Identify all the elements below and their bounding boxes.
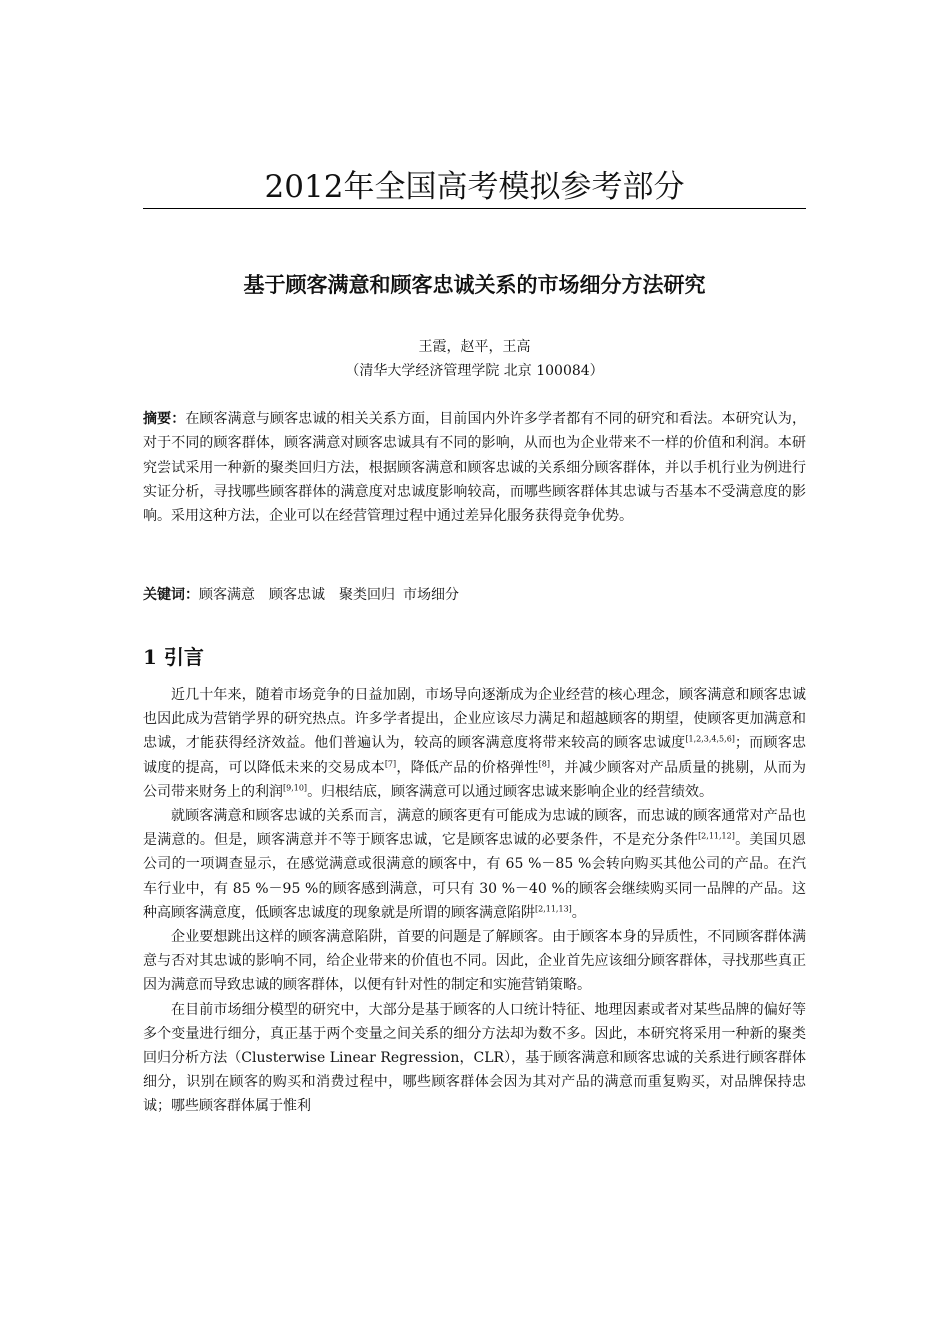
citation: [2,11,12] (698, 831, 735, 841)
keywords-label: 关键词： (143, 587, 199, 603)
keyword: 顾客忠诚 (269, 587, 325, 603)
section-body (143, 683, 806, 1119)
paragraph-text: ，降低产品的价格弹性 (396, 759, 539, 776)
keyword: 顾客满意 (199, 587, 255, 603)
paragraph-text: 。美国贝恩公司的一项调查显示，在感觉满意或很满意的顾客中，有 65 %－85 %会转向购买其他公司的产品。在汽车行业中，有 85 %－95 %的顾客感到满意，可只有 30 %－40 %的顾客会继续购买同一品牌的产品。这种高顾客满意度，低顾客忠诚度的现象就是所谓的顾客满意陷阱 (143, 832, 807, 921)
paragraph-text: ，并减少顾客对产品质量的挑剔，从而为公司带来财务上的利润 (143, 759, 807, 800)
paragraph (143, 804, 806, 925)
paragraph: 在目前市场细分模型的研究中，大部分是基于顾客的人口统计特征、地理因素或者对某些品牌的偏好等多个变量进行细分，真正基于两个变量之间关系的细分方法却为数不多。因此，本研究将采用一种新的聚类回归分析方法（Clusterwise Linear Regression，CLR），基于顾客满意和顾客忠诚的关系进行顾客群体细分，识别在顾客的购买和消费过程中，哪些顾客群体会因为其对产品的满意而重复购买，对品牌保持忠诚；哪些顾客群体属于惟利 (143, 1001, 806, 1115)
paper-title: 基于顾客满意和顾客忠诚关系的市场细分方法研究 (243, 272, 706, 297)
section-heading: 1 引言 (143, 645, 204, 669)
paragraph (143, 683, 806, 804)
abstract-text: 在顾客满意与顾客忠诚的相关关系方面，目前国内外许多学者都有不同的研究和看法。本研究认为，对于不同的顾客群体，顾客满意对顾客忠诚具有不同的影响，从而也为企业带来不一样的价值和利润。本研究尝试采用一种新的聚类回归方法，根据顾客满意和顾客忠诚的关系细分顾客群体，并以手机行业为例进行实证分析，寻找哪些顾客群体的满意度对忠诚度影响较高，而哪些顾客群体其忠诚与否基本不受满意度的影响。采用这种方法，企业可以在经营管理过程中通过差异化服务获得竞争优势。 (143, 411, 806, 525)
citation: [7] (384, 758, 397, 768)
keywords (143, 583, 806, 607)
author-affiliation: （清华大学经济管理学院 北京 100084） (345, 363, 604, 379)
page-header: 2012年全国高考模拟参考部分 (143, 168, 806, 209)
citation: [2,11,13] (535, 904, 572, 914)
paragraph-text: 。归根结底，顾客满意可以通过顾客忠诚来影响企业的经营绩效。 (307, 783, 714, 800)
citation: [8] (538, 758, 550, 768)
paragraph-text: 近几十年来，随着市场竞争的日益加剧，市场导向逐渐成为企业经营的核心理念，顾客满意和顾客忠诚也因此成为营销学界的研究热点。许多学者提出，企业应该尽力满足和超越顾客的期望，使顾客更加满意和忠诚，才能获得经济效益。他们普遍认为，较高的顾客满意度将带来较高的顾客忠诚度 (143, 687, 806, 752)
citation: [9,10] (283, 783, 308, 793)
paragraph-text: 就顾客满意和顾客忠诚的关系而言，满意的顾客更有可能成为忠诚的顾客，而忠诚的顾客通常对产品也是满意的。但是，顾客满意并不等于顾客忠诚，它是顾客忠诚的必要条件，不是充分条件 (143, 808, 806, 849)
abstract-label: 摘要： (143, 411, 186, 427)
keyword: 聚类回归 (339, 587, 395, 603)
citation: [1,2,3,4,5,6] (685, 734, 735, 744)
paragraph-text: 。 (571, 904, 586, 921)
paragraph: 企业要想跳出这样的顾客满意陷阱，首要的问题是了解顾客。由于顾客本身的异质性，不同顾客群体满意与否对其忠诚的影响不同，给企业带来的价值也不同。因此，企业首先应该细分顾客群体，寻找那些真正因为满意而导致忠诚的顾客群体，以便有针对性的制定和实施营销策略。 (143, 929, 806, 994)
paragraph-text: ；而顾客忠诚度的提高，可以降低未来的交易成本 (143, 735, 807, 776)
author-list: 王霞，赵平，王高 (418, 339, 531, 355)
keyword: 市场细分 (403, 587, 459, 603)
abstract (143, 407, 806, 528)
